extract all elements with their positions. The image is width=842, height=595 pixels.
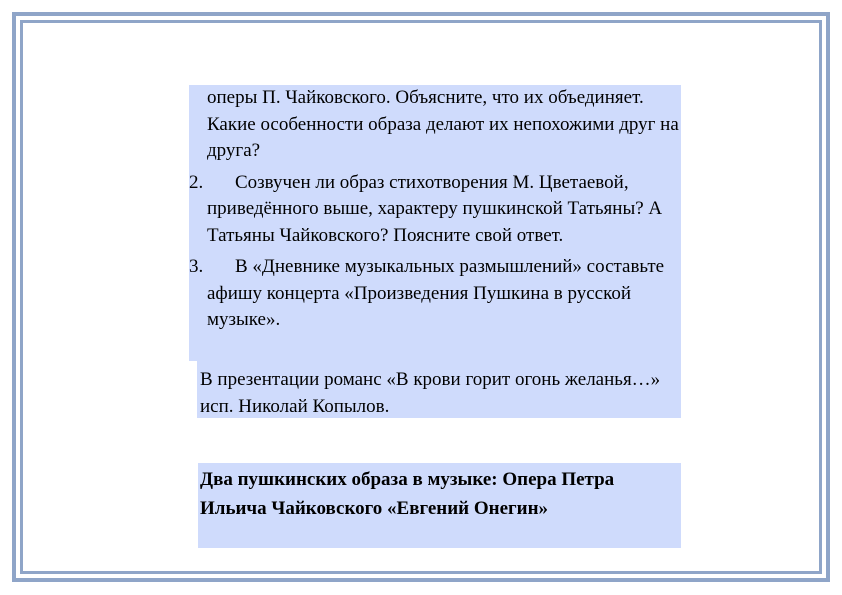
question-item-1 (189, 85, 681, 165)
question-item-2 (189, 170, 681, 250)
question-1-text: оперы П. Чайковского. Объясните, что их объединяет. Какие особенности образа делают их непохожими друг на друга? (207, 87, 679, 161)
question-3-text: В «Дневнике музыкальных размышлений» составьте афишу концерта «Произведения Пушкина в русской музыке». (207, 256, 665, 330)
question-item-3 (189, 254, 681, 334)
music-credit: В презентации романс «В крови горит огонь желанья…» исп. Николай Копылов. (200, 369, 661, 417)
slide-title: Два пушкинских образа в музыке: Опера Петра Ильича Чайковского «Евгений Онегин» (200, 469, 615, 519)
question-3-number: 3. (189, 256, 204, 277)
questions-list (189, 85, 681, 334)
question-2-text: Созвучен ли образ стихотворения М. Цветаевой, приведённого выше, характеру пушкинской Татьяны? А Татьяны Чайковского? Поясните свой ответ. (207, 171, 663, 246)
question-2-number: 2. (189, 171, 204, 193)
